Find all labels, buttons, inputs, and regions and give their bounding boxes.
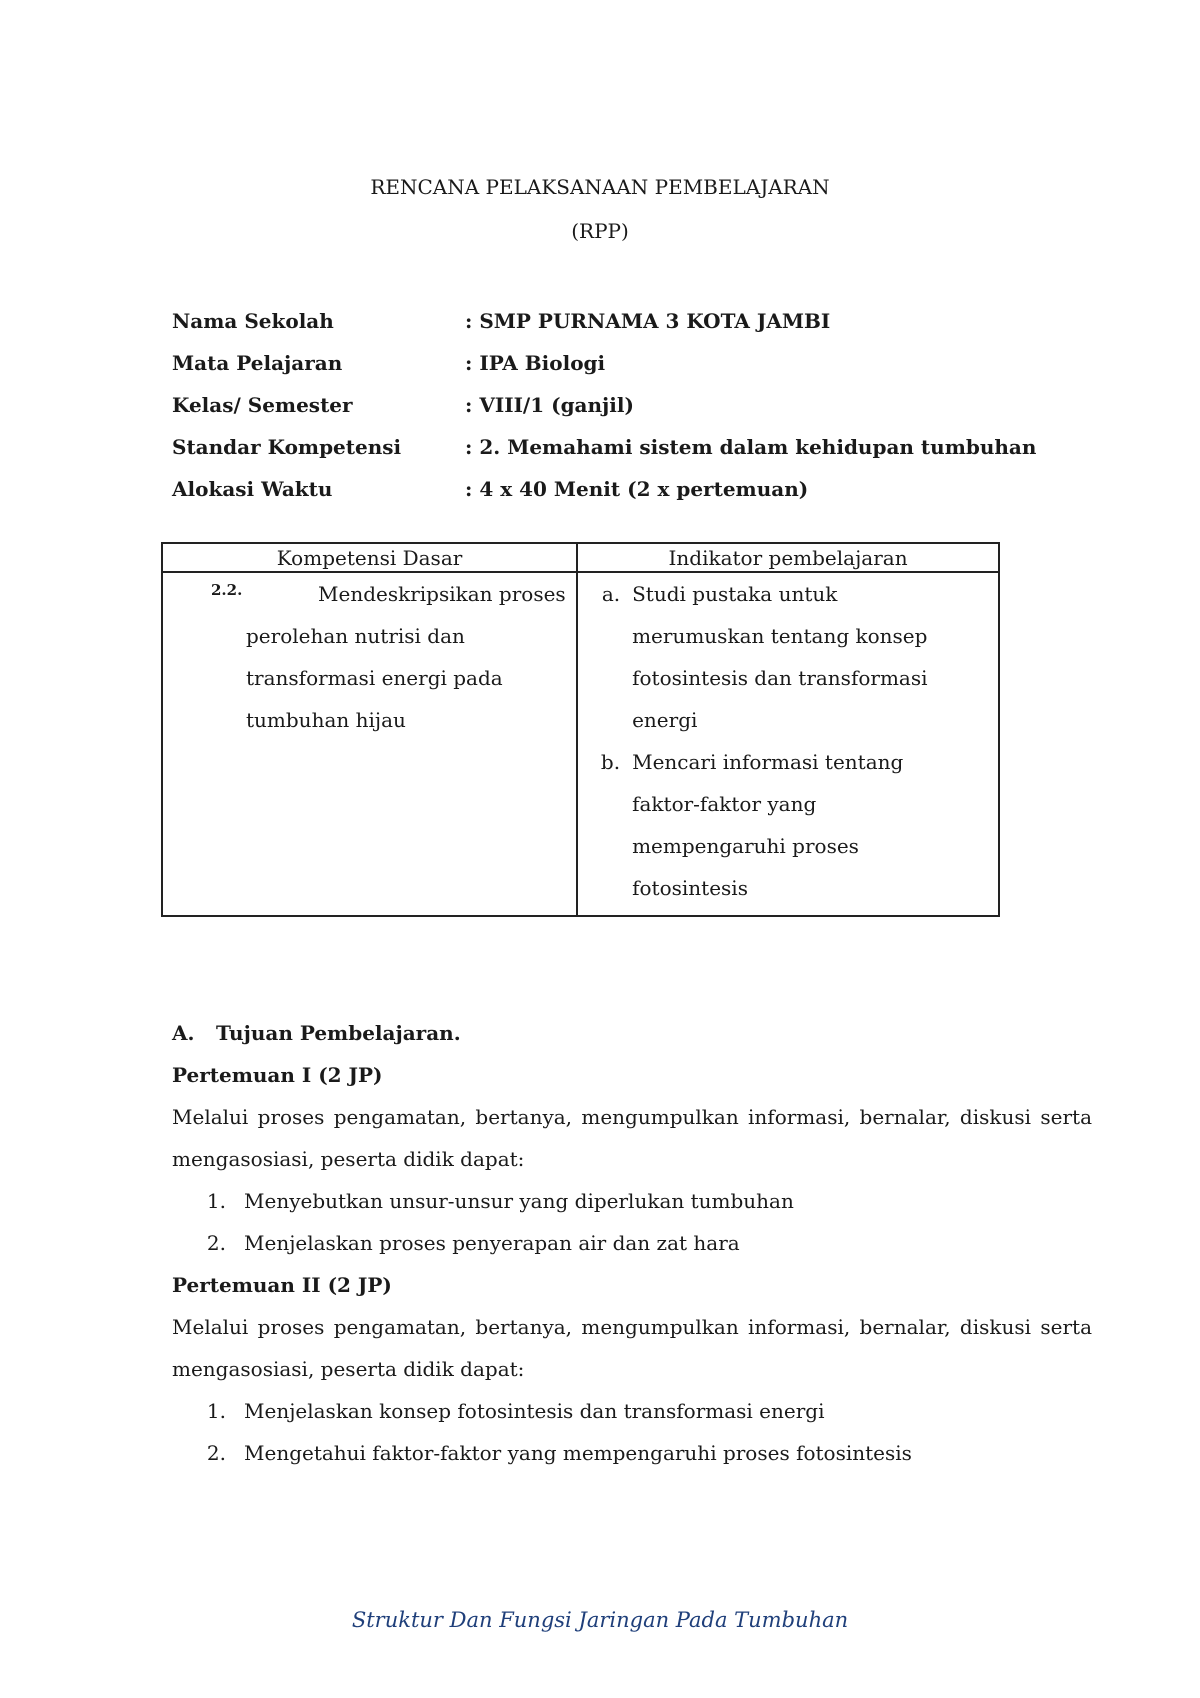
objective-list — [172, 1390, 1092, 1474]
section-title: Tujuan Pembelajaran. — [216, 1021, 461, 1045]
list-item — [578, 741, 998, 909]
table-header-row — [162, 543, 999, 572]
kd-line: tumbuhan hijau — [246, 708, 406, 732]
meeting-2 — [172, 1264, 1092, 1474]
indicator-line: Mencari informasi tentang — [632, 750, 904, 774]
item-number: 2. — [206, 1231, 226, 1255]
item-number: 1. — [206, 1189, 226, 1213]
identity-row — [172, 468, 1072, 510]
kd-description — [246, 573, 568, 741]
kd-line: perolehan nutrisi dan — [246, 624, 465, 648]
identity-value: : 4 x 40 Menit (2 x pertemuan) — [465, 477, 809, 501]
indicator-line: mempengaruhi proses — [632, 834, 859, 858]
identity-value: : IPA Biologi — [465, 351, 606, 375]
indicator-line: fotosintesis dan transformasi — [632, 666, 928, 690]
identity-row — [172, 384, 1072, 426]
competency-table — [161, 542, 1000, 917]
item-text: Menjelaskan proses penyerapan air dan zat hara — [244, 1231, 740, 1255]
meeting-title: Pertemuan II (2 JP) — [172, 1273, 392, 1297]
header-kompetensi-dasar: Kompetensi Dasar — [162, 543, 577, 572]
item-text: Mengetahui faktor-faktor yang mempengaruhi proses fotosintesis — [244, 1441, 912, 1465]
identity-label: Standar Kompetensi — [172, 435, 402, 459]
section-heading — [172, 1012, 1092, 1054]
kd-number: 2.2. — [211, 581, 243, 599]
identity-value: : 2. Memahami sistem dalam kehidupan tumbuhan — [465, 435, 1037, 459]
meeting-1 — [172, 1054, 1092, 1264]
list-item — [172, 1222, 1092, 1264]
doc-subtitle: (RPP) — [571, 219, 629, 243]
kd-cell — [162, 572, 577, 916]
identity-label: Nama Sekolah — [172, 309, 334, 333]
objective-list — [172, 1180, 1092, 1264]
identity-row — [172, 300, 1072, 342]
meeting-title: Pertemuan I (2 JP) — [172, 1063, 383, 1087]
table-row — [162, 572, 999, 916]
section-letter: A. — [172, 1021, 195, 1045]
indicator-letter: b. — [600, 750, 621, 774]
kd-line: Mendeskripsikan proses — [318, 582, 566, 606]
item-number: 1. — [206, 1399, 226, 1423]
item-text: Menyebutkan unsur-unsur yang diperlukan tumbuhan — [244, 1189, 794, 1213]
list-item — [578, 573, 998, 741]
list-item — [172, 1180, 1092, 1222]
kd-line: transformasi energi pada — [246, 666, 503, 690]
identity-label: Mata Pelajaran — [172, 351, 343, 375]
identity-label: Kelas/ Semester — [172, 393, 353, 417]
identity-row — [172, 426, 1072, 468]
indicator-list — [578, 573, 998, 909]
indicator-text — [632, 573, 932, 741]
indicator-line: energi — [632, 708, 698, 732]
meeting-intro: Melalui proses pengamatan, bertanya, mengumpulkan informasi, bernalar, diskusi serta mengasosiasi, peserta didik dapat: — [172, 1315, 1092, 1381]
identity-label: Alokasi Waktu — [172, 477, 333, 501]
indicator-text — [632, 741, 932, 909]
list-item — [172, 1432, 1092, 1474]
indicator-line: Studi pustaka untuk — [632, 582, 838, 606]
identity-value: : VIII/1 (ganjil) — [465, 393, 634, 417]
doc-title: RENCANA PELAKSANAAN PEMBELAJARAN — [370, 175, 830, 199]
indicator-line: merumuskan tentang konsep — [632, 624, 928, 648]
identity-row — [172, 342, 1072, 384]
indicator-cell — [577, 572, 999, 916]
indicator-line: fotosintesis — [632, 876, 748, 900]
identity-value: : SMP PURNAMA 3 KOTA JAMBI — [465, 309, 831, 333]
indicator-line: faktor-faktor yang — [632, 792, 817, 816]
list-item — [172, 1390, 1092, 1432]
header-indikator: Indikator pembelajaran — [577, 543, 999, 572]
item-number: 2. — [206, 1441, 226, 1465]
identity-block — [172, 300, 1072, 510]
indicator-letter: a. — [601, 582, 621, 606]
meeting-intro: Melalui proses pengamatan, bertanya, mengumpulkan informasi, bernalar, diskusi serta mengasosiasi, peserta didik dapat: — [172, 1105, 1092, 1171]
item-text: Menjelaskan konsep fotosintesis dan transformasi energi — [244, 1399, 825, 1423]
page-footer: Struktur Dan Fungsi Jaringan Pada Tumbuhan — [351, 1608, 849, 1632]
